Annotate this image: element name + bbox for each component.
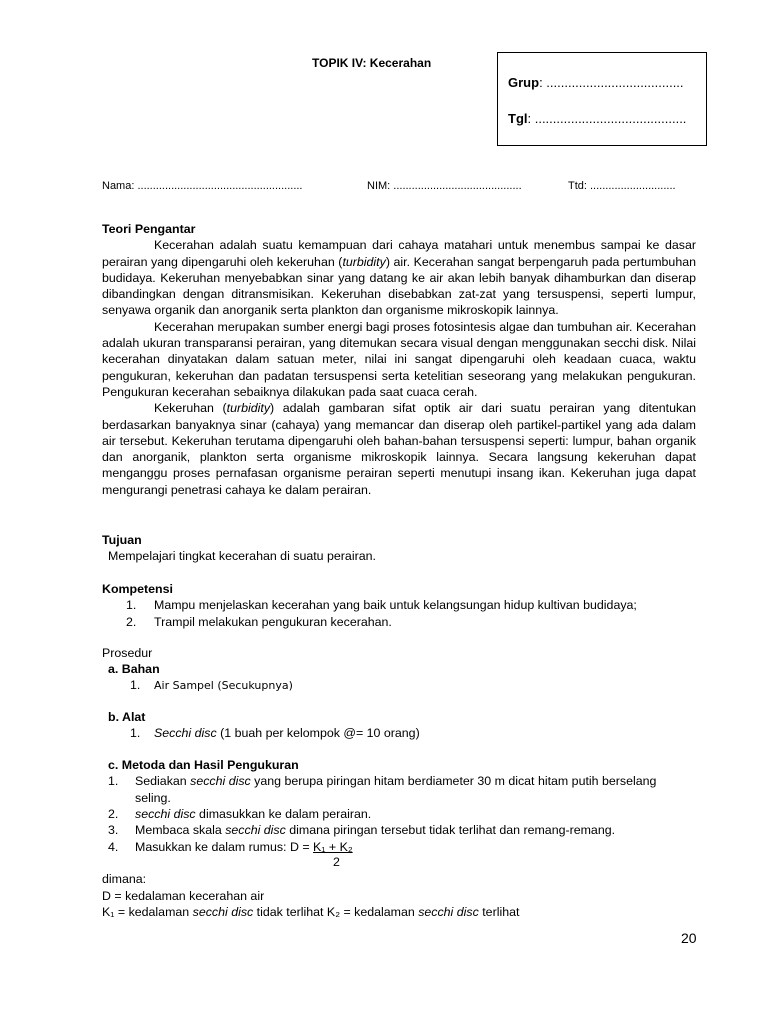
kompetensi-heading: Kompetensi	[102, 582, 173, 596]
bahan-heading: a. Bahan	[108, 662, 160, 676]
tujuan-text: Mempelajari tingkat kecerahan di suatu perairan.	[108, 549, 376, 564]
definition-d: D = kedalaman kecerahan air	[102, 889, 265, 903]
kompetensi-item: 1. Mampu menjelaskan kecerahan yang baik untuk kelangsungan hidup kultivan budidaya;	[126, 598, 637, 613]
metoda-heading: c. Metoda dan Hasil Pengukuran	[108, 758, 299, 772]
kompetensi-section	[102, 581, 696, 630]
tgl-label: Tgl	[508, 111, 528, 126]
grup-label: Grup	[508, 75, 540, 90]
page-number: 20	[681, 930, 697, 946]
nim-field: NIM: ..........................................	[367, 180, 522, 192]
teori-section	[102, 221, 696, 498]
formula-denominator: 2	[333, 855, 340, 869]
grup-blank: : ......................................	[539, 75, 684, 90]
definition-k: K₁ = kedalaman secchi disc tidak terlihat K₂ = kedalaman secchi disc terlihat	[102, 905, 520, 919]
dimana-label: dimana:	[102, 872, 147, 886]
teori-paragraph-1: Kecerahan adalah suatu kemampuan dari cahaya matahari untuk menembus sampai ke dasar perairan yang dipengaruhi oleh kekeruhan (turbidity) air. Kecerahan sangat berpengaruh pada pertumbuhan budidaya. Kekeruhan menyebabkan sinar yang datang ke air akan lebih banyak dihamburkan dan diserap dibandingkan dengan ditransmisikan. Kekeruhan disebabkan zat-zat yang tersuspensi, seperti lumpur, senyawa organik dan anorganik serta plankton dan organisme mikroskopik lainnya.	[102, 238, 696, 318]
grup-line	[508, 75, 684, 90]
nama-field: Nama: ......................................................	[102, 180, 303, 192]
ttd-field: Ttd: ............................	[568, 180, 676, 192]
teori-paragraph-3: Kekeruhan (turbidity) adalah gambaran sifat optik air dari suatu perairan yang ditentukan berdasarkan banyaknya sinar (cahaya) yang memancar dan diserap oleh partikel-partikel yang ada dalam air tersebut. Kekeruhan terutama dipengaruhi oleh bahan-bahan tersuspensi seperti: lumpur, bahan organik dan anorganik, plankton serta organisme mikroskopik lainnya. Secara langsung kekeruhan dapat menganggu proses pernafasan organisme perairan seperti menutupi insang ikan. Kekeruhan juga dapat mengurangi penetrasi cahaya ke dalam perairan.	[102, 401, 696, 497]
tujuan-section	[102, 532, 696, 565]
tujuan-heading: Tujuan	[102, 533, 142, 547]
teori-heading: Teori Pengantar	[102, 222, 196, 236]
tgl-blank: : ..........................................	[527, 111, 687, 126]
tgl-line	[508, 111, 686, 126]
alat-heading: b. Alat	[108, 710, 146, 724]
teori-paragraph-2: Kecerahan merupakan sumber energi bagi proses fotosintesis algae dan tumbuhan air. Kecerahan adalah ukuran transparansi perairan, yang ditemukan secara visual dengan menggunakan secchi disk. Nilai kecerahan dinyatakan dalam satuan meter, nilai ini sangat dipengaruhi oleh keadaan cuaca, waktu pengukuran, kekeruhan dan padatan tersuspensi serta ketelitian seseorang yang melakukan pengukuran. Pengukuran kecerahan sebaiknya dilakukan pada saat cuaca cerah.	[102, 319, 696, 399]
formula-numerator: K₁ + K₂	[313, 840, 353, 854]
page-title: TOPIK IV: Kecerahan	[312, 56, 432, 70]
step-1-continuation: seling.	[135, 791, 171, 805]
prosedur-heading: Prosedur	[102, 646, 153, 660]
kompetensi-item: 2. Trampil melakukan pengukuran kecerahan.	[126, 614, 392, 629]
group-date-box	[497, 52, 707, 146]
